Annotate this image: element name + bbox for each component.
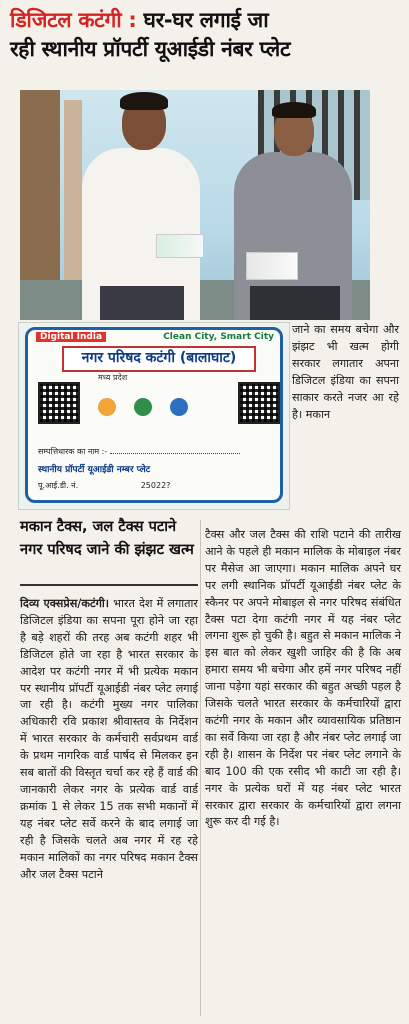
headline-line-1	[10, 6, 402, 35]
emblem-icon	[98, 398, 116, 416]
headline-line-2: रही स्थानीय प्रॉपर्टी यूआईडी नंबर प्लेट	[10, 37, 291, 61]
plate-title: नगर परिषद कटंगी (बालाघाट)	[62, 346, 256, 372]
person-left-hair	[120, 92, 168, 110]
article-right-column: टैक्स और जल टैक्स की राशि पटाने की तारीख आने के पहले ही मकान मालिक के मोबाइल नंबर पर मैसेज आ जाएगा। मकान मालिक अपने घर पर लगी स्थानिक प्रॉपर्टी यूआईडी नंबर प्लेट के स्कैनर पर अपने मोबाइल से नगर परिषद संबंधित टैक्स पटा देगा कटंगी नगर में यह नंबर प्लेट लगना शुरू हो चुकी है। बहुत से मकान मालिक ने इस बात को लेकर खुशी जाहिर की है कि अब हमारा समय भी बचेगा और हमें नगर परिषद नहीं जाना पड़ेगा यहां सरकार की बहुत अच्छी पहल है जिसके चलते भारत सरकार के कर्मचारियों द्वारा कटंगी नगर के मकान और व्यावसायिक प्रतिष्ठान का सर्वे किया जा रहा है और नंबर प्लेट लगाई जा रही है। शासन के निर्देश पर नंबर प्लेट लगाने के बाद 100 की एक रसीद भी काटी जा रही है। नगर के प्रत्येक घरों में यह नंबर प्लेट भारत सरकार द्वारा सरकार के कर्मचारियों द्वारा लगना शुरू कर दी गई है।	[205, 528, 401, 829]
number-plate-photo	[18, 322, 290, 510]
qr-code-icon	[38, 382, 80, 424]
plate-uid-label: स्थानीय प्रॉपर्टी यूआईडी नम्बर प्लेट	[38, 465, 151, 475]
headline-black-part: घर-घर लगाई जा	[143, 8, 269, 32]
qr-code-icon	[238, 382, 280, 424]
article-right-top-text: जाने का समय बचेगा और झंझट भी खत्म होगी सरकार लगातार अपना डिजिटल इंडिया का सपना साकार करते नजर आ रहे है। मकान	[292, 323, 399, 421]
plate-ward-label: पू.आई.डी. नं.	[38, 481, 79, 490]
plate-top-strip	[34, 330, 274, 346]
plate-tagline: Clean City, Smart City	[163, 332, 274, 342]
headline	[10, 6, 402, 64]
person-right-pants	[250, 286, 340, 320]
held-plate-left	[156, 234, 204, 258]
number-plate	[25, 327, 283, 503]
article-left-body: भारत देश में लगातार डिजिटल इंडिया का सपना पूरा होने जा रहा है बड़े शहरों की तरह अब कटंगी शहर भी डिजिटल होते जा रहा है भारत सरकार के आदेश पर कटंगी नगर में भी प्रत्येक मकान पर स्थानीय प्रॉपर्टी यूआईडी नंबर प्लेट लगाई जा रही है। कटंगी मुख्य नगर पालिका अधिकारी रवि प्रकाश श्रीवास्तव के निर्देशन में भारत सरकार के कर्मचारी सर्वप्रथम वार्ड के प्रथम नागरिक वार्ड पार्षद से मिलकर इन सब बातों की विस्तृत चर्चा कर रहे हैं वार्ड की जानकारी लेकर नगर के प्रत्येक वार्ड वार्ड क्रमांक 1 से लेकर 15 तक सभी मकानों में यह नंबर प्लेट सर्वे करने के बाद लगाई जा रही है जिसके चलते अब नगर में रह रहे मकान मालिकों का नगर परिषद मकान टैक्स और जल टैक्स पटाने	[20, 597, 198, 881]
headline-red-part: डिजिटल कटंगी :	[10, 8, 137, 32]
swachh-bharat-icon	[134, 398, 152, 416]
person-left-pants	[100, 286, 184, 320]
article-subhead: मकान टैक्स, जल टैक्स पटाने नगर परिषद जाने की झंझट खत्म	[20, 518, 194, 558]
plate-owner-blank	[110, 453, 240, 454]
plate-owner-row	[38, 446, 274, 457]
column-divider	[200, 520, 201, 1016]
plate-brand: Digital India	[36, 332, 106, 342]
plate-uid-number: 25022?	[140, 481, 171, 490]
subhead-rule	[20, 584, 198, 586]
person-right-hair	[272, 102, 316, 118]
plate-owner-label: सम्पत्तिधारक का नाम :-	[38, 447, 108, 456]
news-photo	[20, 90, 370, 320]
plate-state: मध्य प्रदेश	[98, 373, 128, 382]
plate-logos	[90, 396, 220, 420]
article-dateline: दिव्य एक्सप्रेस/कटंगी।	[20, 597, 110, 610]
article-left-column	[20, 596, 198, 883]
plate-number-row	[38, 480, 274, 491]
held-plate-right	[246, 252, 298, 280]
digital-india-icon	[170, 398, 188, 416]
